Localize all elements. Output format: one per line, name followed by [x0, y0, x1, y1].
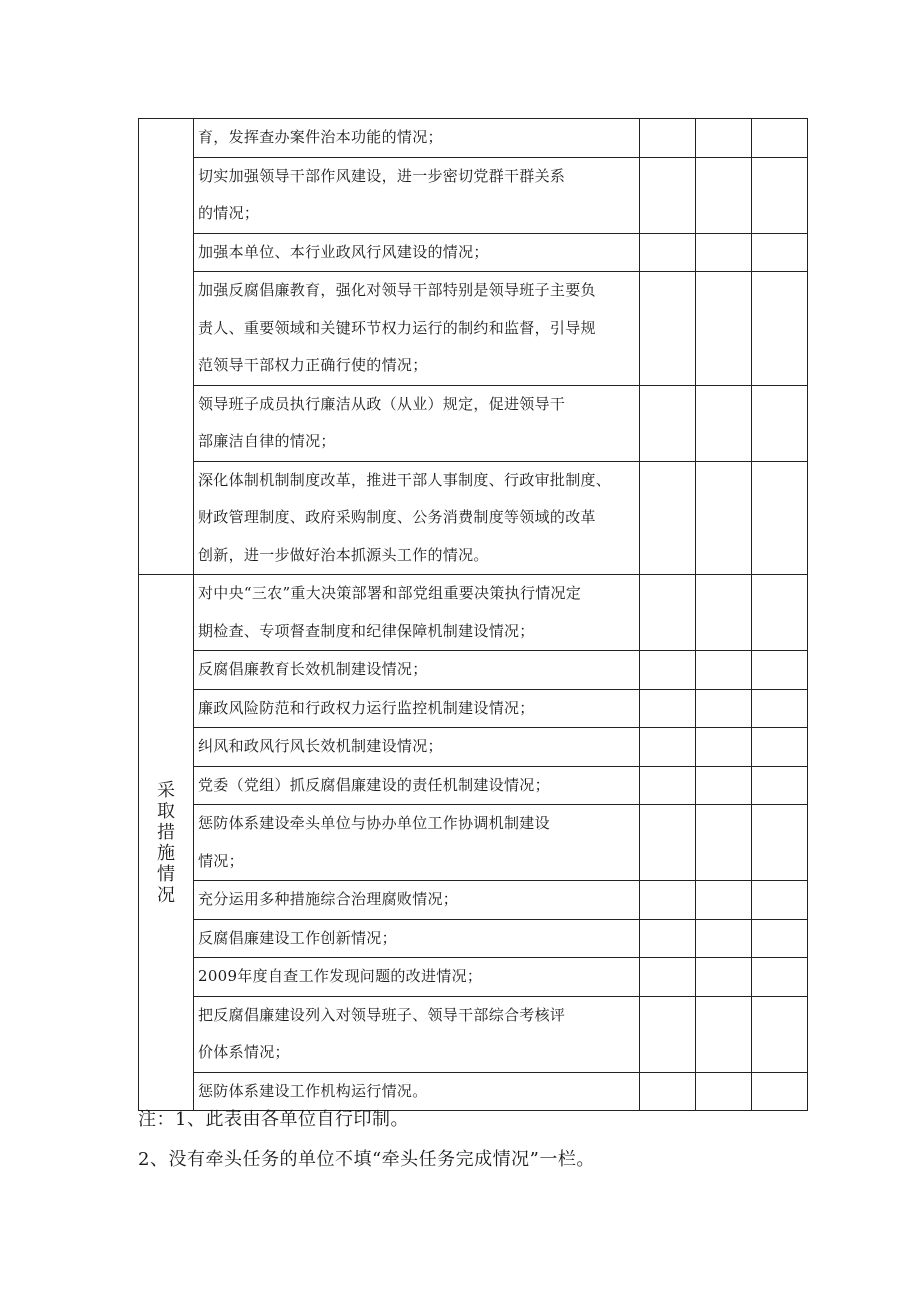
item-text-line: 切实加强领导干部作风建设，进一步密切党群干群关系 — [198, 166, 566, 185]
item-description-cell — [194, 651, 640, 690]
item-description-cell — [194, 575, 640, 651]
blank-input-cell[interactable] — [696, 157, 752, 233]
item-text-line: 惩防体系建设牵头单位与协办单位工作协调机制建设 — [198, 814, 550, 832]
item-text-line: 加强反腐倡廉教育，强化对领导干部特别是领导班子主要负 — [198, 281, 596, 299]
self-check-table — [138, 118, 808, 1111]
item-text-line: 范领导干部权力正确行使的情况； — [198, 356, 428, 374]
item-text-line: 廉政风险防范和行政权力运行监控机制建设情况； — [198, 698, 535, 717]
table-row — [139, 157, 808, 233]
item-description-cell — [194, 996, 640, 1072]
blank-input-cell[interactable] — [640, 651, 696, 690]
blank-input-cell[interactable] — [640, 919, 696, 958]
blank-input-cell[interactable] — [752, 575, 808, 651]
blank-input-cell[interactable] — [752, 233, 808, 272]
blank-input-cell[interactable] — [640, 996, 696, 1072]
blank-input-cell[interactable] — [752, 157, 808, 233]
item-text-line: 充分运用多种措施综合治理腐败情况； — [198, 890, 459, 908]
item-text-line: 把反腐倡廉建设列入对领导班子、领导干部综合考核评 — [198, 1005, 566, 1024]
blank-input-cell[interactable] — [752, 881, 808, 920]
blank-input-cell[interactable] — [752, 272, 808, 386]
item-text-line: 反腐倡廉建设工作创新情况； — [198, 928, 397, 947]
item-description-cell — [194, 766, 640, 805]
table-row — [139, 766, 808, 805]
blank-input-cell[interactable] — [696, 651, 752, 690]
table-row — [139, 651, 808, 690]
item-text-line: 育，发挥查办案件治本功能的情况； — [198, 128, 443, 146]
blank-input-cell[interactable] — [640, 272, 696, 386]
blank-input-cell[interactable] — [752, 958, 808, 997]
item-text-line: 纠风和政风行风长效机制建设情况； — [198, 737, 443, 755]
item-description-cell — [194, 461, 640, 575]
table-row — [139, 461, 808, 575]
item-text-line: 加强本单位、本行业政风行风建设的情况； — [198, 242, 489, 261]
item-description-cell — [194, 689, 640, 728]
table-row — [139, 575, 808, 651]
item-description-cell — [194, 958, 640, 997]
item-text-line: 反腐倡廉教育长效机制建设情况； — [198, 660, 428, 678]
item-text-line: 2009年度自查工作发现问题的改进情况； — [198, 967, 483, 985]
item-text-line: 部廉洁自律的情况； — [198, 432, 336, 450]
table-row — [139, 385, 808, 461]
blank-input-cell[interactable] — [752, 385, 808, 461]
blank-input-cell[interactable] — [696, 996, 752, 1072]
blank-input-cell[interactable] — [696, 958, 752, 997]
table-row — [139, 728, 808, 767]
item-text-line: 财政管理制度、政府采购制度、公务消费制度等领域的改革 — [198, 508, 596, 526]
item-text-line: 的情况； — [198, 204, 260, 222]
blank-input-cell[interactable] — [640, 461, 696, 575]
blank-input-cell[interactable] — [640, 119, 696, 158]
blank-input-cell[interactable] — [752, 919, 808, 958]
item-text-line: 创新，进一步做好治本抓源头工作的情况。 — [198, 545, 489, 564]
item-description-cell — [194, 881, 640, 920]
item-text-line: 领导班子成员执行廉洁从政（从业）规定，促进领导干 — [198, 394, 566, 413]
blank-input-cell[interactable] — [640, 689, 696, 728]
category-cell — [139, 119, 194, 575]
item-description-cell — [194, 157, 640, 233]
blank-input-cell[interactable] — [752, 996, 808, 1072]
blank-input-cell[interactable] — [640, 233, 696, 272]
item-description-cell — [194, 385, 640, 461]
item-description-cell — [194, 272, 640, 386]
footnotes — [138, 1102, 818, 1178]
item-description-cell — [194, 233, 640, 272]
blank-input-cell[interactable] — [752, 461, 808, 575]
blank-input-cell[interactable] — [696, 272, 752, 386]
note-1: 注：1、此表由各单位自行印制。 — [138, 1109, 409, 1130]
blank-input-cell[interactable] — [640, 575, 696, 651]
item-text-line: 深化体制机制制度改革，推进干部人事制度、行政审批制度、 — [198, 470, 612, 489]
blank-input-cell[interactable] — [640, 728, 696, 767]
table-row — [139, 805, 808, 881]
table-row — [139, 119, 808, 158]
item-description-cell — [194, 805, 640, 881]
blank-input-cell[interactable] — [696, 119, 752, 158]
item-text-line: 情况； — [198, 851, 244, 870]
table-row — [139, 958, 808, 997]
item-text-line: 价体系情况； — [198, 1043, 290, 1061]
blank-input-cell[interactable] — [640, 805, 696, 881]
blank-input-cell[interactable] — [640, 766, 696, 805]
note-2: 2、没有牵头任务的单位不填“牵头任务完成情况”一栏。 — [138, 1149, 595, 1170]
table-body — [139, 119, 808, 1111]
blank-input-cell[interactable] — [640, 958, 696, 997]
blank-input-cell[interactable] — [696, 689, 752, 728]
item-text-line: 责人、重要领域和关键环节权力运行的制约和监督，引导规 — [198, 318, 596, 337]
blank-input-cell[interactable] — [696, 766, 752, 805]
blank-input-cell[interactable] — [752, 651, 808, 690]
item-text-line: 惩防体系建设工作机构运行情况。 — [198, 1081, 428, 1100]
item-description-cell — [194, 119, 640, 158]
blank-input-cell[interactable] — [696, 805, 752, 881]
blank-input-cell[interactable] — [696, 385, 752, 461]
table-row — [139, 881, 808, 920]
blank-input-cell[interactable] — [696, 881, 752, 920]
blank-input-cell[interactable] — [696, 728, 752, 767]
item-text-line: 党委（党组）抓反腐倡廉建设的责任机制建设情况； — [198, 775, 550, 794]
table-row — [139, 996, 808, 1072]
table-row — [139, 272, 808, 386]
table-row — [139, 689, 808, 728]
blank-input-cell[interactable] — [752, 766, 808, 805]
blank-input-cell[interactable] — [696, 461, 752, 575]
blank-input-cell[interactable] — [752, 728, 808, 767]
blank-input-cell[interactable] — [752, 805, 808, 881]
blank-input-cell[interactable] — [696, 233, 752, 272]
blank-input-cell[interactable] — [640, 881, 696, 920]
item-description-cell — [194, 919, 640, 958]
item-text-line: 对中央“三农”重大决策部署和部党组重要决策执行情况定 — [198, 584, 582, 602]
blank-input-cell[interactable] — [640, 157, 696, 233]
blank-input-cell[interactable] — [752, 119, 808, 158]
table-row — [139, 919, 808, 958]
blank-input-cell[interactable] — [640, 385, 696, 461]
item-text-line: 期检查、专项督查制度和纪律保障机制建设情况； — [198, 621, 535, 640]
item-description-cell — [194, 728, 640, 767]
category-label: 采取措施情况 — [157, 779, 175, 906]
table-row — [139, 233, 808, 272]
blank-input-cell[interactable] — [752, 689, 808, 728]
blank-input-cell[interactable] — [696, 575, 752, 651]
category-cell — [139, 575, 194, 1111]
blank-input-cell[interactable] — [696, 919, 752, 958]
